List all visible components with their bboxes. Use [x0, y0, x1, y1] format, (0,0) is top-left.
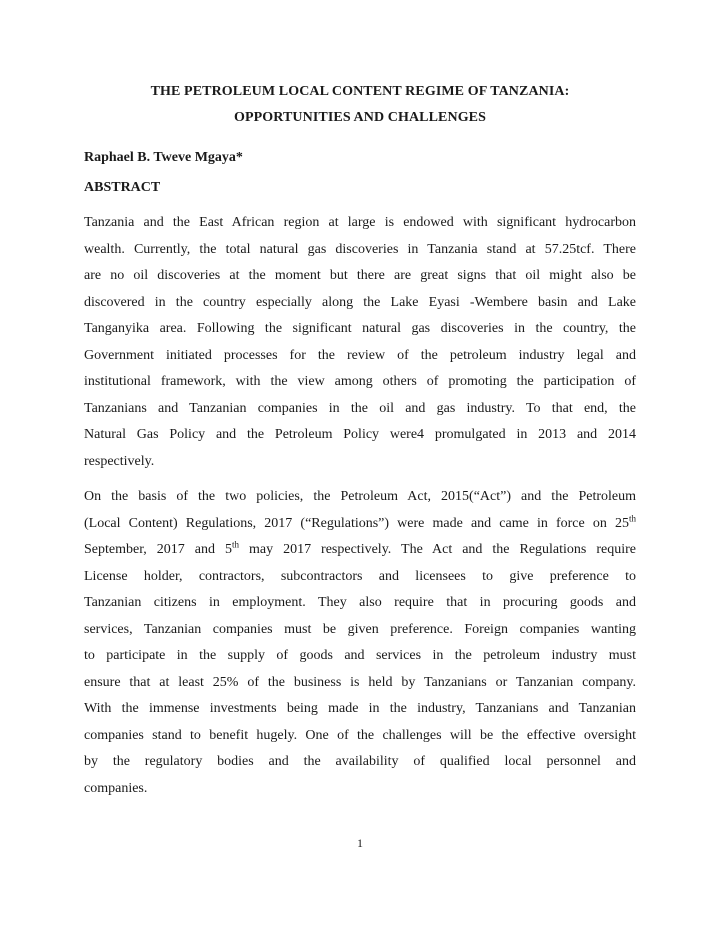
text-line: companies. — [84, 780, 148, 796]
text-line: Tanganyika area. Following the significant natural gas discoveries in the country, the — [84, 321, 636, 336]
author-name: Raphael B. Tweve Mgaya* — [84, 150, 243, 165]
text-line: Tanzania and the East African region at large is endowed with significant hydrocarbon — [84, 215, 636, 230]
text-line: With the immense investments being made in the industry, Tanzanians and Tanzanian — [84, 701, 636, 716]
text-line — [84, 511, 636, 538]
abstract-paragraph-2 — [84, 484, 636, 802]
text-line: Government initiated processes for the review of the petroleum industry legal and — [84, 347, 636, 363]
superscript: th — [231, 539, 239, 550]
abstract-paragraph-1 — [84, 210, 636, 475]
text-line: Tanzanians and Tanzanian companies in the oil and gas industry. To that end, the — [84, 400, 636, 416]
text-span: (Local Content) Regulations, 2017 (“Regulations”) were made and came in force on 25 — [84, 515, 629, 531]
text-line: Tanzanian citizens in employment. They also require that in procuring goods and — [84, 595, 636, 610]
text-line: companies stand to benefit hugely. One of the challenges will be the effective oversight — [84, 727, 636, 743]
abstract-heading: ABSTRACT — [84, 180, 161, 195]
text-line: License holder, contractors, subcontractors and licensees to give preference to — [84, 568, 636, 584]
text-line: are no oil discoveries at the moment but there are great signs that oil might also be — [84, 268, 636, 283]
text-line: wealth. Currently, the total natural gas discoveries in Tanzania stand at 57.25tcf. There — [84, 241, 636, 257]
text-line: by the regulatory bodies and the availability of qualified local personnel and — [84, 754, 636, 769]
superscript: th — [628, 512, 636, 523]
text-line — [84, 537, 636, 564]
text-line: discovered in the country especially along the Lake Eyasi -Wembere basin and Lake — [84, 294, 636, 310]
text-line: On the basis of the two policies, the Petroleum Act, 2015(“Act”) and the Petroleum — [84, 489, 636, 504]
title-line-2: OPPORTUNITIES AND CHALLENGES — [233, 110, 487, 125]
text-line: to participate in the supply of goods and services in the petroleum industry must — [84, 648, 636, 663]
text-line: institutional framework, with the view among others of promoting the participation of — [84, 374, 636, 389]
text-line: ensure that at least 25% of the business is held by Tanzanians or Tanzanian company. — [84, 674, 636, 690]
title-line-1: THE PETROLEUM LOCAL CONTENT REGIME OF TANZANIA: — [150, 84, 570, 99]
text-line: respectively. — [84, 453, 155, 469]
text-line: services, Tanzanian companies must be given preference. Foreign companies wanting — [84, 621, 636, 637]
page-number: 1 — [357, 836, 363, 850]
text-line: Natural Gas Policy and the Petroleum Policy were4 promulgated in 2013 and 2014 — [84, 427, 636, 442]
text-span: may 2017 respectively. The Act and the Regulations require — [239, 542, 636, 557]
text-span: September, 2017 and 5 — [84, 542, 232, 557]
